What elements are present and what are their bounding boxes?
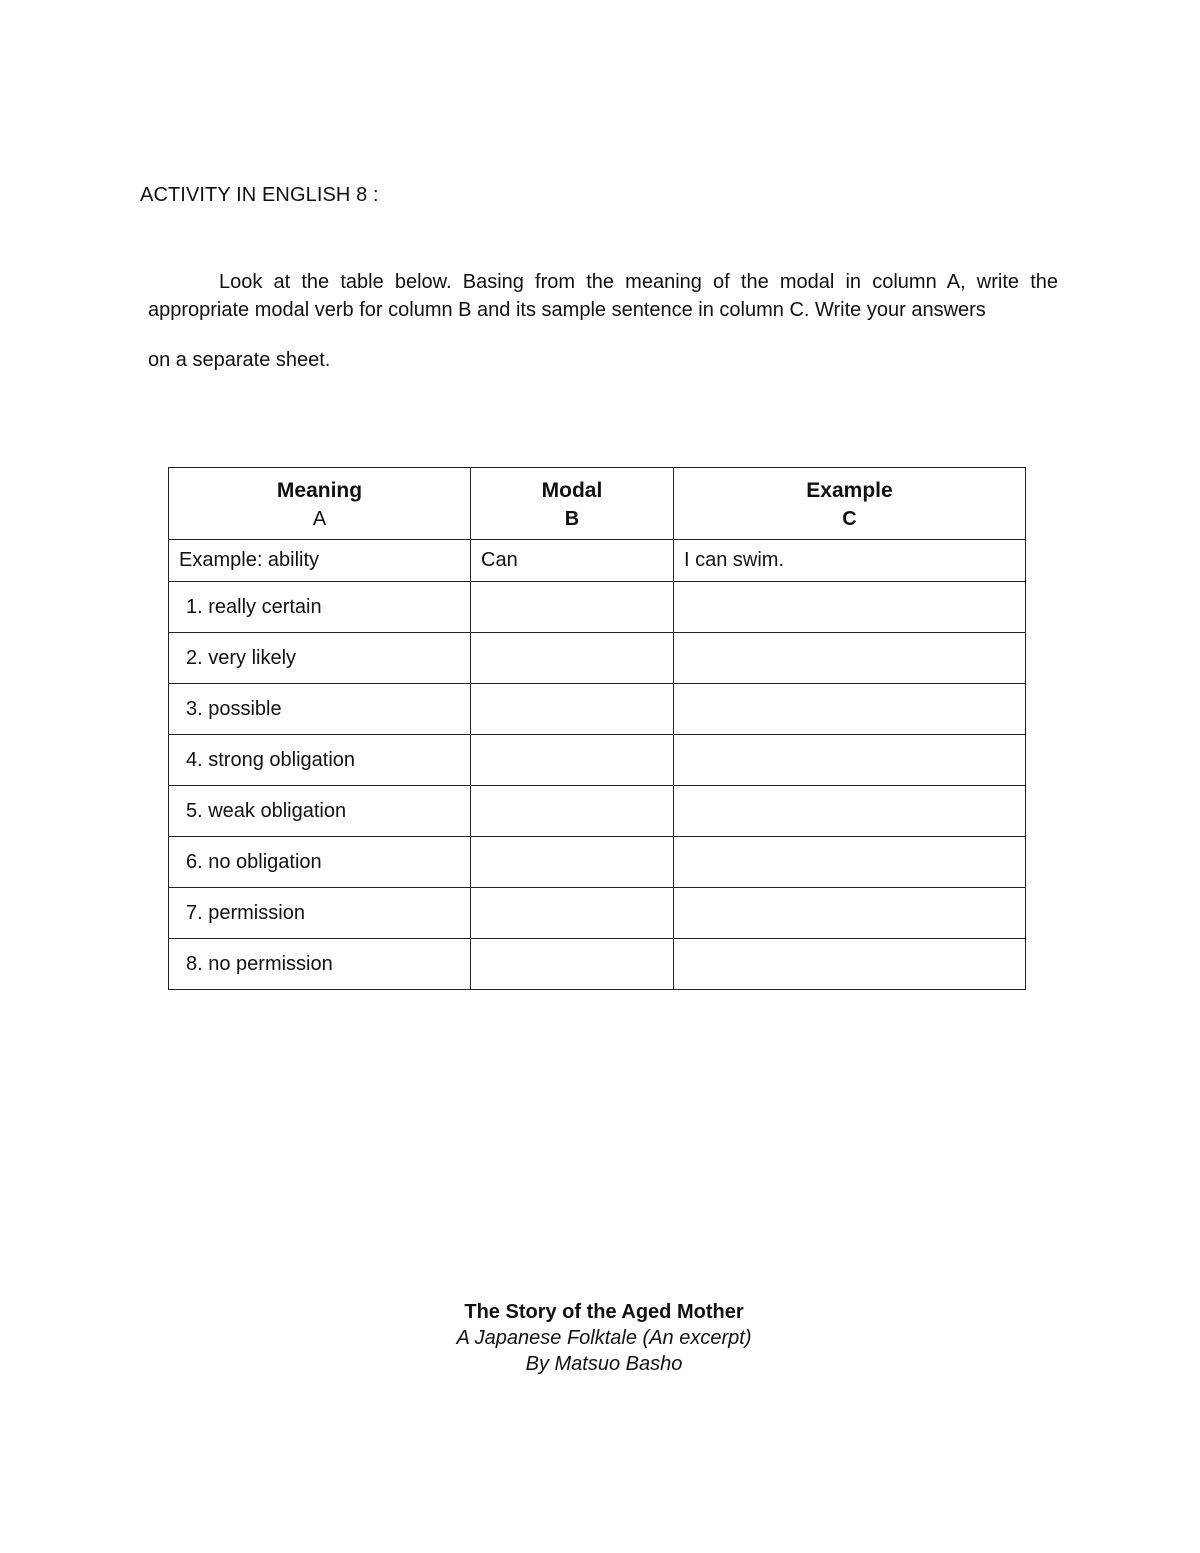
instructions bbox=[148, 268, 1058, 374]
cell-modal-answer bbox=[471, 786, 674, 837]
cell-example-answer bbox=[674, 888, 1026, 939]
header-column-letter: C bbox=[842, 507, 857, 530]
cell-meaning: 3. possible bbox=[169, 684, 471, 735]
story-title: The Story of the Aged Mother bbox=[464, 1301, 744, 1323]
table-row-example bbox=[169, 540, 1026, 582]
header-column-letter: A bbox=[312, 507, 327, 530]
cell-modal-answer bbox=[471, 735, 674, 786]
cell-meaning: 8. no permission bbox=[169, 939, 471, 990]
cell-meaning: 6. no obligation bbox=[169, 837, 471, 888]
cell-example-answer bbox=[674, 633, 1026, 684]
cell-meaning: 5. weak obligation bbox=[169, 786, 471, 837]
table-row bbox=[169, 939, 1026, 990]
header-column-letter: B bbox=[564, 507, 580, 530]
instructions-paragraph: on a separate sheet. bbox=[148, 349, 331, 371]
header-title: Modal bbox=[541, 478, 603, 502]
header-title: Meaning bbox=[276, 478, 363, 502]
table-header-row bbox=[169, 468, 1026, 540]
instructions-paragraph: Look at the table below. Basing from the meaning of the modal in column A, write the appropriate modal verb for column B and its sample sentence in column C. Write your answers bbox=[148, 271, 1058, 321]
modal-table bbox=[168, 467, 1026, 990]
table-row bbox=[169, 786, 1026, 837]
cell-modal-answer bbox=[471, 582, 674, 633]
cell-example-answer bbox=[674, 837, 1026, 888]
table-row bbox=[169, 684, 1026, 735]
cell-meaning: 4. strong obligation bbox=[169, 735, 471, 786]
cell-modal-answer bbox=[471, 888, 674, 939]
cell-modal-answer bbox=[471, 684, 674, 735]
cell-modal: Can bbox=[471, 540, 674, 582]
cell-example-answer bbox=[674, 735, 1026, 786]
cell-example: I can swim. bbox=[674, 540, 1026, 582]
story-subtitle: A Japanese Folktale (An excerpt) bbox=[456, 1327, 752, 1349]
cell-meaning: 7. permission bbox=[169, 888, 471, 939]
table-row bbox=[169, 582, 1026, 633]
header-modal bbox=[471, 468, 674, 540]
cell-modal-answer bbox=[471, 837, 674, 888]
header-title: Example bbox=[806, 478, 893, 502]
table-row bbox=[169, 837, 1026, 888]
table-row bbox=[169, 888, 1026, 939]
cell-meaning: 1. really certain bbox=[169, 582, 471, 633]
cell-modal-answer bbox=[471, 633, 674, 684]
table-row bbox=[169, 633, 1026, 684]
cell-example-answer bbox=[674, 786, 1026, 837]
header-example bbox=[674, 468, 1026, 540]
cell-example-answer bbox=[674, 939, 1026, 990]
cell-meaning: 2. very likely bbox=[169, 633, 471, 684]
cell-example-answer bbox=[674, 582, 1026, 633]
cell-modal-answer bbox=[471, 939, 674, 990]
story-block bbox=[0, 1299, 1200, 1377]
story-author: By Matsuo Basho bbox=[525, 1353, 683, 1375]
cell-meaning: Example: ability bbox=[169, 540, 471, 582]
page-heading: ACTIVITY IN ENGLISH 8 : bbox=[140, 184, 379, 206]
cell-example-answer bbox=[674, 684, 1026, 735]
table-row bbox=[169, 735, 1026, 786]
header-meaning bbox=[169, 468, 471, 540]
